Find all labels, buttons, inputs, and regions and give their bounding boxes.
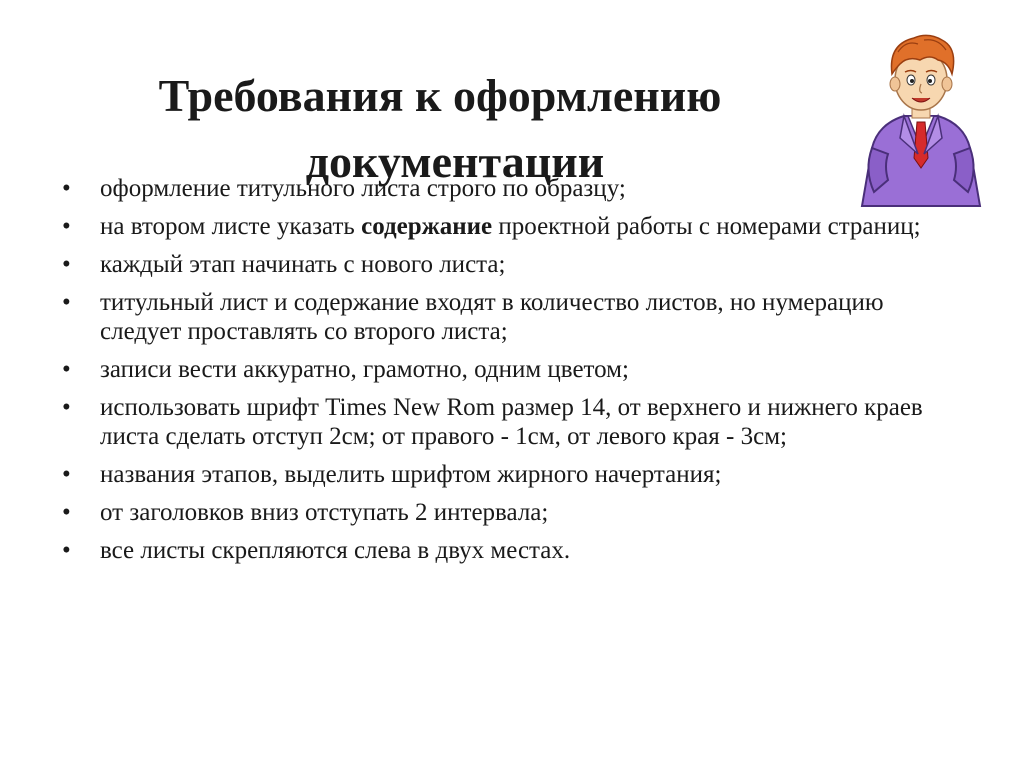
list-item [62, 498, 942, 527]
bullet-icon: • [62, 394, 71, 421]
list-item-text: все листы скрепляются слева в двух местах. [100, 537, 571, 564]
bullet-icon: • [62, 461, 71, 488]
list-item [62, 460, 942, 489]
list-item [62, 212, 942, 241]
list-item [62, 355, 942, 384]
list-item-bold-text: содержание [361, 213, 493, 240]
list-item-text: использовать шрифт Times New Rom размер 14, от верхнего и нижнего краев листа сделать отступ 2см; от правого - 1см, от левого края - 3см; [100, 394, 923, 450]
list-item [62, 393, 942, 451]
list-item-text: записи вести аккуратно, грамотно, одним цветом; [100, 356, 629, 383]
list-item-text: титульный лист и содержание входят в количество листов, но нумерацию следует проставлять со второго листа; [100, 289, 884, 345]
list-item-text: названия этапов, выделить шрифтом жирного начертания; [100, 461, 722, 488]
list-item-text-after: проектной работы с номерами страниц; [492, 213, 921, 240]
list-item [62, 536, 942, 565]
requirements-list [62, 174, 942, 574]
slide-title-line-1: Требования к оформлению [158, 69, 722, 121]
slide-title-line-2: документации [305, 135, 605, 187]
bullet-icon: • [62, 537, 71, 564]
list-item-text: от заголовков вниз отступать 2 интервала; [100, 499, 549, 526]
bullet-icon: • [62, 213, 71, 240]
bullet-icon: • [62, 289, 71, 316]
bullet-icon: • [62, 356, 71, 383]
list-item-text: оформление титульного листа строго по образцу; [100, 175, 626, 202]
list-item-text: каждый этап начинать с нового листа; [100, 251, 506, 278]
list-item [62, 288, 942, 346]
bullet-icon: • [62, 499, 71, 526]
list-item [62, 250, 942, 279]
list-item [62, 174, 942, 203]
bullet-icon: • [62, 175, 71, 202]
list-item-text-before: на втором листе указать [100, 213, 362, 240]
bullet-icon: • [62, 251, 71, 278]
